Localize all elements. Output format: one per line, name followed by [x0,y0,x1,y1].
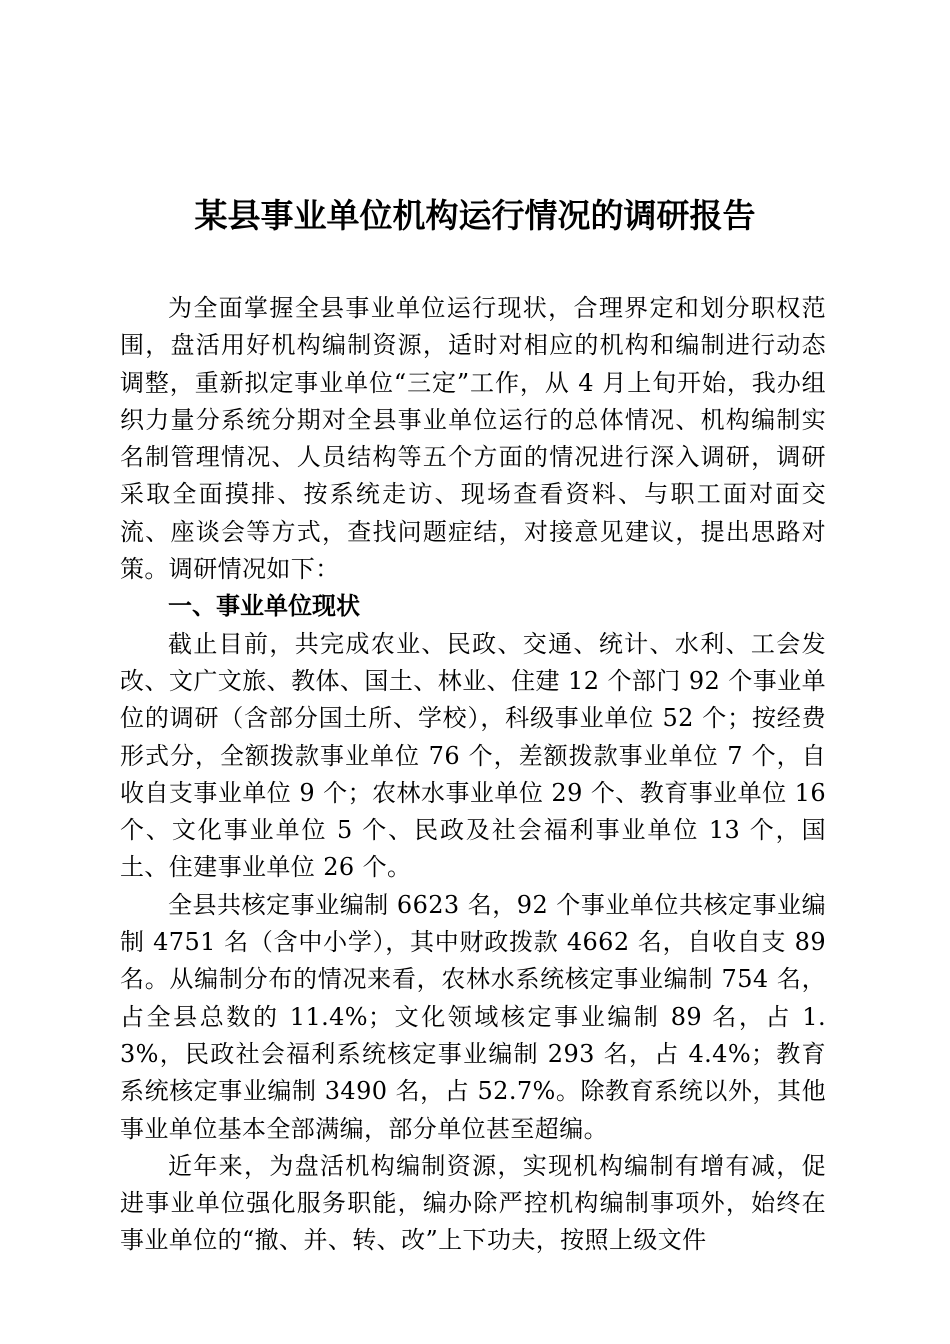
body-paragraph: 全县共核定事业编制 6623 名，92 个事业单位共核定事业编制 4751 名（含中小学），其中财政拨款 4662 名，自收自支 89 名。从编制分布的情况来看，农林水系统核定事业编制 754 名，占全县总数的 11.4%；文化领域核定事业编制 89 名，占 1.3%，民政社会福利系统核定事业编制 293 名，占 4.4%；教育系统核定事业编制 3490 名，占 52.7%。除教育系统以外，其他事业单位基本全部满编，部分单位甚至超编。 [120,890,826,1143]
document-title: 某县事业单位机构运行情况的调研报告 [194,196,756,235]
body-paragraph: 截止目前，共完成农业、民政、交通、统计、水利、工会发改、文广文旅、教体、国土、林业、住建 12 个部门 92 个事业单位的调研（含部分国土所、学校），科级事业单位 52 个；按经费形式分，全额拨款事业单位 76 个，差额拨款事业单位 7 个，自收自支事业单位 9 个；农林水事业单位 29 个、教育事业单位 16 个、文化事业单位 5 个、民政及社会福利事业单位 13 个，国土、住建事业单位 26 个。 [120,629,826,882]
body-paragraph: 近年来，为盘活机构编制资源，实现机构编制有增有减，促进事业单位强化服务职能，编办除严控机构编制事项外，始终在事业单位的“撤、并、转、改”上下功夫，按照上级文件 [120,1151,826,1255]
section-heading: 一、事业单位现状 [168,592,360,621]
document-body [120,290,826,1260]
intro-paragraph: 为全面掌握全县事业单位运行现状，合理界定和划分职权范围，盘活用好机构编制资源，适时对相应的机构和编制进行动态调整，重新拟定事业单位“三定”工作，从 4 月上旬开始，我办组织力量分系统分期对全县事业单位运行的总体情况、机构编制实名制管理情况、人员结构等五个方面的情况进行深入调研，调研采取全面摸排、按系统走访、现场查看资料、与职工面对面交流、座谈会等方式，查找问题症结，对接意见建议，提出思路对策。调研情况如下： [120,294,826,584]
